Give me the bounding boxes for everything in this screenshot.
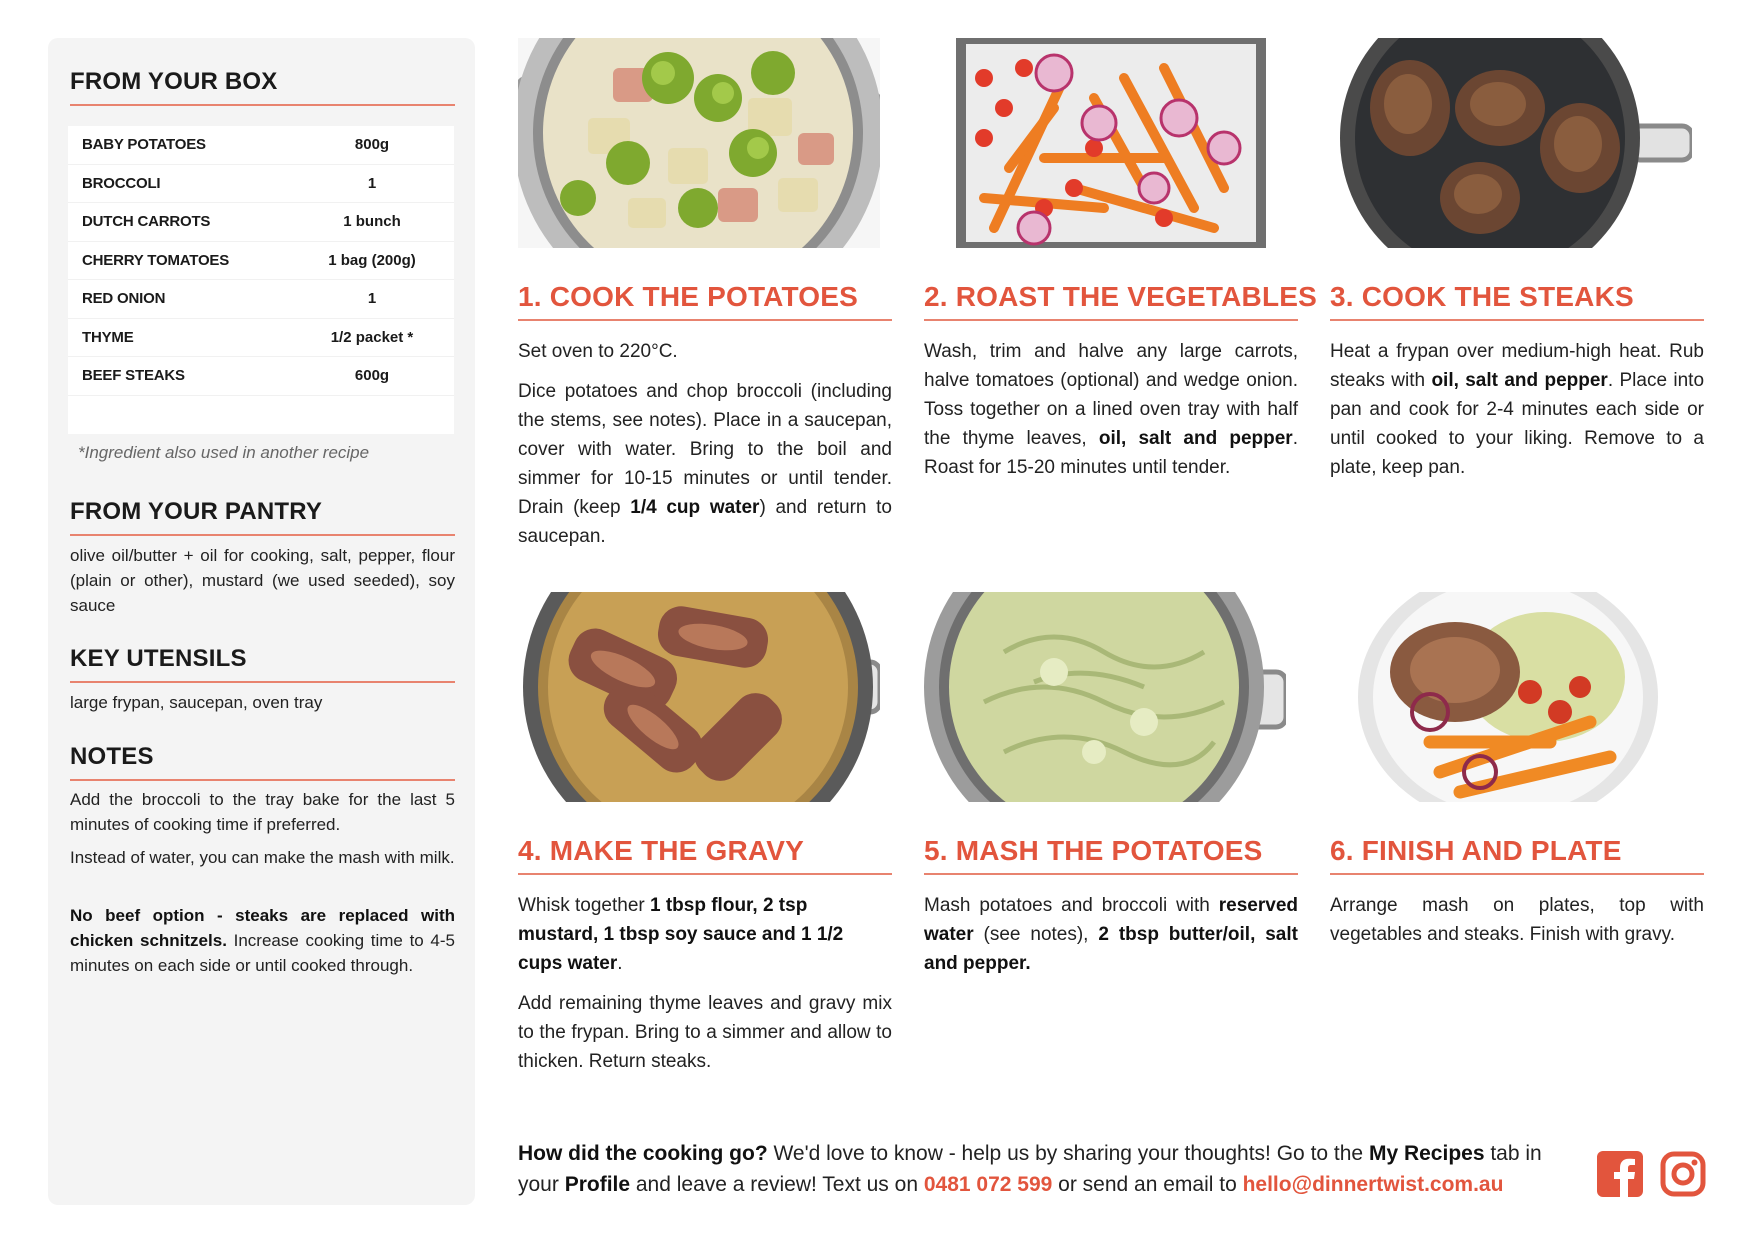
note-1: Add the broccoli to the tray bake for the last 5 minutes of cooking time if preferred. (70, 790, 455, 834)
step-4-photo (518, 592, 880, 802)
notes-heading: NOTES (70, 743, 455, 781)
step-2-text (924, 337, 1298, 493)
ingredient-row (68, 126, 454, 165)
step-3-text-b: oil, salt and pepper (1431, 370, 1608, 391)
ingredient-name: BROCCOLI (82, 174, 161, 192)
ingredient-row (68, 203, 454, 242)
instagram-icon[interactable] (1660, 1151, 1706, 1197)
ingredient-name: CHERRY TOMATOES (82, 251, 230, 269)
ingredient-name: BEEF STEAKS (82, 367, 185, 385)
step-1-text-c: ) and return to saucepan. (518, 497, 892, 547)
ingredient-qty: 1 (367, 290, 377, 308)
ingredient-row (68, 357, 454, 396)
step-5-text (924, 891, 1298, 989)
note-2: Instead of water, you can make the mash with milk. (70, 848, 455, 867)
step-6-para-1: Arrange mash on plates, top with vegetables and steaks. Finish with gravy. (1330, 895, 1704, 945)
ingredient-qty: 600g (354, 367, 390, 385)
step-5-para-1 (924, 891, 1298, 978)
step-4-para-2: Add remaining thyme leaves and gravy mix to the frypan. Bring to a simmer and allow to thicken. Return steaks. (518, 993, 892, 1072)
step-4-text-b: 1 tbsp flour, 2 tsp mustard, 1 tbsp soy sauce and 1 1/2 cups water (518, 895, 844, 974)
ingredient-qty: 1 bag (200g) (328, 251, 416, 269)
step-3-para-1 (1330, 337, 1704, 482)
step-5-text-d: 2 tbsp butter/oil, salt and pepper. (924, 924, 1298, 974)
step-4-text (518, 891, 892, 1087)
note-3-text: Increase cooking time to 4-5 minutes on each side or until cooked through. (70, 931, 456, 975)
utensils-text: large frypan, saucepan, oven tray (70, 693, 323, 712)
step-2-photo (924, 38, 1286, 248)
step-6-title: 6. FINISH AND PLATE (1330, 835, 1704, 875)
step-5-text-c: (see notes), (973, 924, 1099, 945)
step-2-text-a: Wash, trim and halve any large carrots, halve tomatoes (optional) and wedge onion. Toss together on a lined oven tray with half the thyme leaves, (924, 341, 1298, 449)
step-3-title: 3. COOK THE STEAKS (1330, 281, 1704, 321)
ingredient-qty: 1 (367, 174, 377, 192)
facebook-icon[interactable] (1597, 1151, 1643, 1197)
step-2-text-c: . Roast for 15-20 minutes until tender. (924, 428, 1298, 478)
note-3-bold: No beef option - steaks are replaced with chicken schnitzels. (70, 906, 455, 950)
ingredient-qty: 1/2 packet * (330, 328, 414, 346)
pantry-text: olive oil/butter + oil for cooking, salt, pepper, flour (plain or other), mustard (we used seeded), soy sauce (70, 546, 455, 615)
ingredient-name: DUTCH CARROTS (82, 213, 211, 231)
step-3-text (1330, 337, 1704, 493)
ingredient-row (68, 280, 454, 319)
ingredient-qty: 800g (354, 136, 390, 154)
utensils-heading: KEY UTENSILS (70, 645, 455, 683)
step-3-photo (1330, 38, 1692, 248)
footer-phone-link[interactable]: 0481 072 599 (923, 1173, 1053, 1196)
ingredient-name: THYME (82, 328, 134, 346)
footer-text-4: or send an email to (1052, 1173, 1243, 1196)
step-3-text-c: . Place into pan and cook for 2-4 minutes each side or until cooked to your liking. Remove to a plate, keep pan. (1330, 370, 1705, 478)
step-1-text-b: 1/4 cup water (630, 497, 760, 518)
ingredient-qty: 1 bunch (343, 213, 401, 231)
step-2-title: 2. ROAST THE VEGETABLES (924, 281, 1298, 321)
step-3-text-a: Heat a frypan over medium-high heat. Rub steaks with (1330, 341, 1704, 391)
ingredients-table (68, 126, 454, 434)
step-1-title: 1. COOK THE POTATOES (518, 281, 892, 321)
footer-text-2: tab in your (518, 1142, 1542, 1196)
footer-question: How did the cooking go? (518, 1142, 768, 1165)
footer-email-link[interactable]: hello@dinnertwist.com.au (1242, 1173, 1504, 1196)
ingredient-name: BABY POTATOES (82, 136, 206, 154)
step-6-photo (1330, 592, 1692, 802)
feedback-footer (518, 1138, 1583, 1200)
step-2-text-b: oil, salt and pepper (1098, 428, 1293, 449)
step-5-text-a: Mash potatoes and broccoli with (924, 895, 1219, 916)
step-4-para-1 (518, 891, 892, 978)
footer-text-3: and leave a review! Text us on (630, 1173, 924, 1196)
step-5-title: 5. MASH THE POTATOES (924, 835, 1298, 875)
step-4-title: 4. MAKE THE GRAVY (518, 835, 892, 875)
ingredients-sidebar (48, 38, 475, 1205)
ingredient-row-empty (68, 396, 454, 434)
step-4-text-c: . (617, 953, 623, 974)
step-5-text-b: reserved water (924, 895, 1298, 945)
step-5-photo (924, 592, 1286, 802)
pantry-heading: FROM YOUR PANTRY (70, 498, 455, 536)
from-your-box-heading: FROM YOUR BOX (70, 68, 455, 106)
footer-profile: Profile (564, 1173, 631, 1196)
note-3 (70, 903, 455, 978)
step-1-text-a: Dice potatoes and chop broccoli (including the stems, see notes). Place in a saucepan, cover with water. Bring to the boil and simmer for 10-15 minutes or until tender. Drain (keep (518, 381, 892, 518)
step-4-text-a: Whisk together (518, 895, 650, 916)
footer-text-1: We'd love to know - help us by sharing your thoughts! Go to the (767, 1142, 1369, 1165)
step-2-para-1 (924, 337, 1298, 482)
step-1-text (518, 337, 892, 562)
ingredient-footnote: *Ingredient also used in another recipe (78, 443, 370, 462)
ingredient-row (68, 319, 454, 358)
step-1-photo (518, 38, 880, 248)
ingredient-row (68, 242, 454, 281)
step-1-para-2 (518, 377, 892, 551)
step-1-para-1: Set oven to 220°C. (518, 341, 678, 362)
step-6-text (1330, 891, 1704, 960)
ingredient-row (68, 165, 454, 204)
footer-my-recipes: My Recipes (1368, 1142, 1485, 1165)
ingredient-name: RED ONION (82, 290, 166, 308)
